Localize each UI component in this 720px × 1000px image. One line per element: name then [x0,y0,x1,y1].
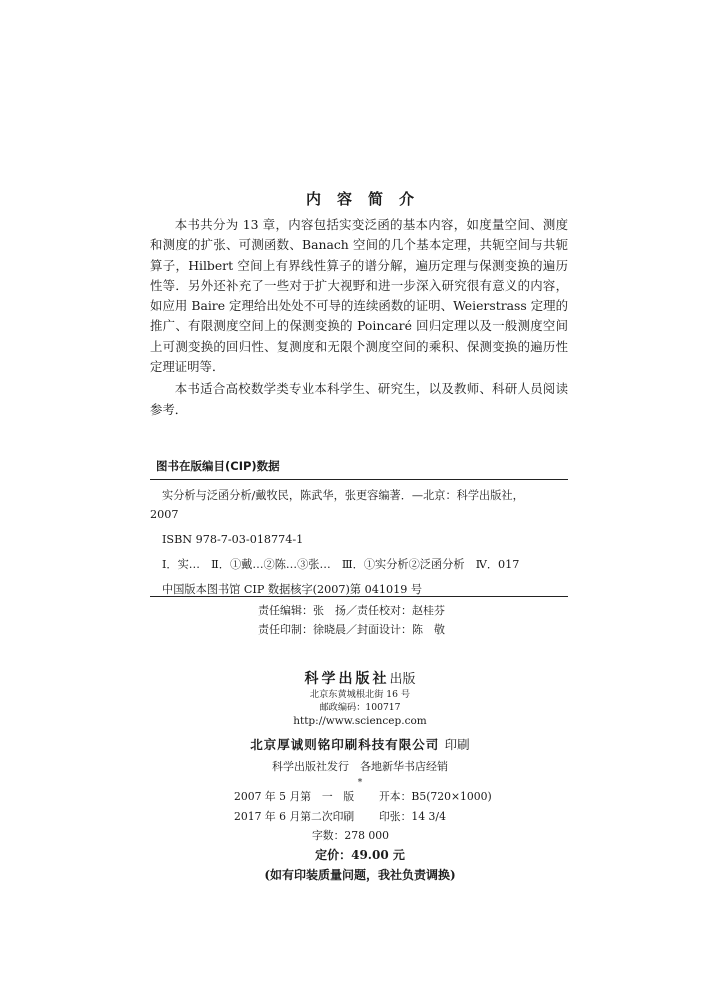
intro-paragraph-1: 本书共分为 13 章，内容包括实变泛函的基本内容，如度量空间、测度和测度的扩张、可测函数、Banach 空间的几个基本定理，共轭空间与共轭算子，Hilbert 空间上有界线性算子的谱分解，遍历定理与保测变换的遍历性等．另外还补充了一些对于扩大视野和进一步深入研究很有意义的内容，如应用 Baire 定理给出处处不可导的连续函数的证明、Weierstrass 定理的推广、有限测度空间上的保测变换的 Poincaré 回归定理以及一般测度空间上可测变换的回归性、复测度和无限个测度空间的乘积、保测变换的遍历性定理证明等． [150,217,568,375]
cip-isbn: ISBN 978-7-03-018774-1 [162,533,304,546]
intro-title: 内容简介 [305,190,430,208]
word-count: 字数：278 000 [312,829,390,842]
book-format: 开本：B5(720×1000) [379,790,492,803]
responsible-editors [0,601,720,639]
publisher-name-suffix: 出版 [389,672,416,687]
printer-name: 北京厚诚则铭印刷科技有限公司 [250,737,440,752]
cip-core-number: 中国版本图书馆 CIP 数据核字(2007)第 041019 号 [162,583,423,596]
cip-data-block [150,486,568,599]
intro-paragraph-2: 本书适合高校数学类专业本科学生、研究生，以及教师、科研人员阅读参考． [150,381,568,417]
publisher-address: 北京东黄城根北街 16 号 [309,689,411,700]
intro-body [150,215,568,420]
publisher-url: http://www.sciencep.com [293,715,427,727]
print-specs [0,787,720,846]
publisher-postcode: 邮政编码：100717 [319,702,401,713]
quality-notice: (如有印装质量问题，我社负责调换) [264,868,456,882]
cip-top-rule [150,479,568,480]
editor-line-1: 责任编辑：张 扬／责任校对：赵桂芬 [258,604,445,617]
cip-bottom-rule [150,596,568,597]
cip-bibliographic-line-cont: 2007 [150,508,179,521]
printed-sheets: 印张：14 3/4 [379,809,446,823]
cip-bibliographic-line: 实分析与泛函分析/戴牧民，陈武华，张更容编著．—北京：科学出版社， [162,489,524,502]
price: 定价：49.00 元 [315,848,405,862]
cip-classification: Ⅰ．实… Ⅱ．①戴…②陈…③张… Ⅲ．①实分析②泛函分析 Ⅳ．017 [162,558,520,571]
edition-date: 2007 年 5 月第 一 版 [234,790,355,803]
printer-suffix: 印刷 [444,737,470,752]
publisher-name: 科学出版社 [304,671,390,687]
editor-line-2: 责任印制：徐晓晨／封面设计：陈 敬 [258,623,445,636]
distribution-line: 科学出版社发行 各地新华书店经销 [272,760,448,773]
cip-heading: 图书在版编目(CIP)数据 [156,459,280,473]
printing-date: 2017 年 6 月第二次印刷 [234,809,355,823]
separator-star: * [357,778,363,788]
publisher-block [0,668,720,788]
